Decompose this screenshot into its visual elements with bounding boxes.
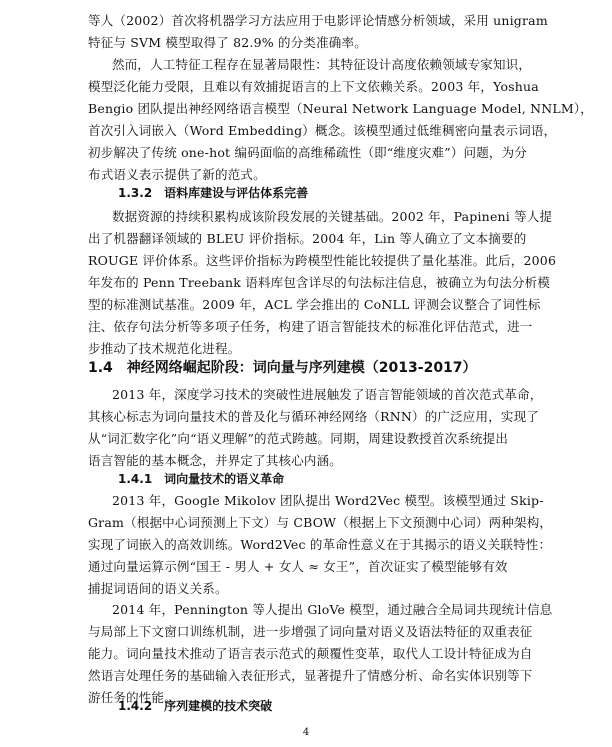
text-line: 数据资源的持续积累构成该阶段发展的关键基础。2002 年，Papineni 等人提 (112, 209, 553, 224)
text-line: ROUGE 评价体系。这些评价指标为跨模型性能比较提供了量化基准。此后，2006 (88, 253, 557, 268)
paragraph (88, 206, 557, 360)
text-line: Bengio 团队提出神经网络语言模型（Neural Network Language Model, NNLM）， (88, 101, 593, 116)
text-line: 与局部上下文窗口训练机制，进一步增强了词向量对语义及语法特征的双重表征 (88, 624, 533, 639)
section-heading-1-3-2: 1.3.2 语料库建设与评估体系完善 (118, 186, 309, 200)
text-line: 其核心标志为词向量技术的普及化与循环神经网络（RNN）的广泛应用，实现了 (88, 409, 539, 424)
text-line: 能力。词向量技术推动了语言表示范式的颠覆性变革，取代人工设计特征成为自 (88, 646, 533, 661)
text-line: 注、依存句法分析等多项子任务，构建了语言智能技术的标准化评估范式，进一 (88, 319, 533, 334)
section-heading-1-4-1: 1.4.1 词向量技术的语义革命 (118, 472, 285, 486)
text-line: 实现了词嵌入的高效训练。Word2Vec 的革命性意义在于其揭示的语义关联特性： (88, 537, 552, 552)
text-line: Gram（根据中心词预测上下文）与 CBOW（根据上下文预测中心词）两种架构， (88, 515, 553, 530)
text-line: 布式语义表示提供了新的范式。 (88, 167, 266, 182)
text-line: 2014 年，Pennington 等人提出 GloVe 模型，通过融合全局词共现统计信息 (112, 602, 553, 617)
text-line: 等人（2002）首次将机器学习方法应用于电影评论情感分析领域，采用 unigram (88, 13, 548, 28)
text-line: 初步解决了传统 one-hot 编码面临的高维稀疏性（即“维度灾难”）问题，为分 (88, 145, 528, 160)
text-line: 然而，人工特征工程存在显著局限性：其特征设计高度依赖领域专家知识， (112, 57, 532, 72)
page-number: 4 (302, 727, 310, 738)
text-line: 通过向量运算示例“国王 - 男人 + 女人 ≈ 女王”，首次证实了模型能够有效 (88, 559, 508, 574)
text-line: 从“词汇数字化”向“语义理解”的范式跨越。同期，周建设教授首次系统提出 (88, 431, 509, 446)
text-line: 游任务的性能。 (88, 690, 177, 705)
text-line: 特征与 SVM 模型取得了 82.9% 的分类准确率。 (88, 35, 367, 50)
text-line: 年发布的 Penn Treebank 语料库包含详尽的句法标注信息，被确立为句法分析模 (88, 275, 551, 290)
text-line: 然语言处理任务的基础输入表征形式，显著提升了情感分析、命名实体识别等下 (88, 668, 533, 683)
paragraph (88, 384, 543, 472)
paragraph (88, 10, 548, 54)
text-line: 模型泛化能力受限，且难以有效捕捉语言的上下文依赖关系。2003 年，Yoshua (88, 79, 539, 94)
text-line: 2013 年，深度学习技术的突破性进展触发了语言智能领域的首次范式革命， (112, 387, 543, 402)
text-line: 型的标准测试基准。2009 年，ACL 学会推出的 CoNLL 评测会议整合了词性标 (88, 297, 541, 312)
text-line: 捕捉词语间的语义关系。 (88, 581, 228, 596)
section-heading-1-4-2: 1.4.2 序列建模的技术突破 (118, 699, 273, 713)
paragraph (88, 490, 553, 600)
text-line: 首次引入词嵌入（Word Embedding）概念。该模型通过低维稠密向量表示词语， (88, 123, 557, 138)
text-line: 步推动了技术规范化进程。 (88, 341, 241, 356)
paragraph (88, 599, 553, 709)
text-line: 语言智能的基本概念，并界定了其核心内涵。 (88, 453, 343, 468)
text-line: 出了机器翻译领域的 BLEU 评价指标。2004 年，Lin 等人确立了文本摘要的 (88, 231, 527, 246)
paragraph (88, 54, 593, 186)
text-line: 2013 年，Google Mikolov 团队提出 Word2Vec 模型。该模型通过 Skip- (112, 493, 544, 508)
section-heading-1-4: 1.4 神经网络崛起阶段：词向量与序列建模（2013-2017） (88, 360, 477, 376)
